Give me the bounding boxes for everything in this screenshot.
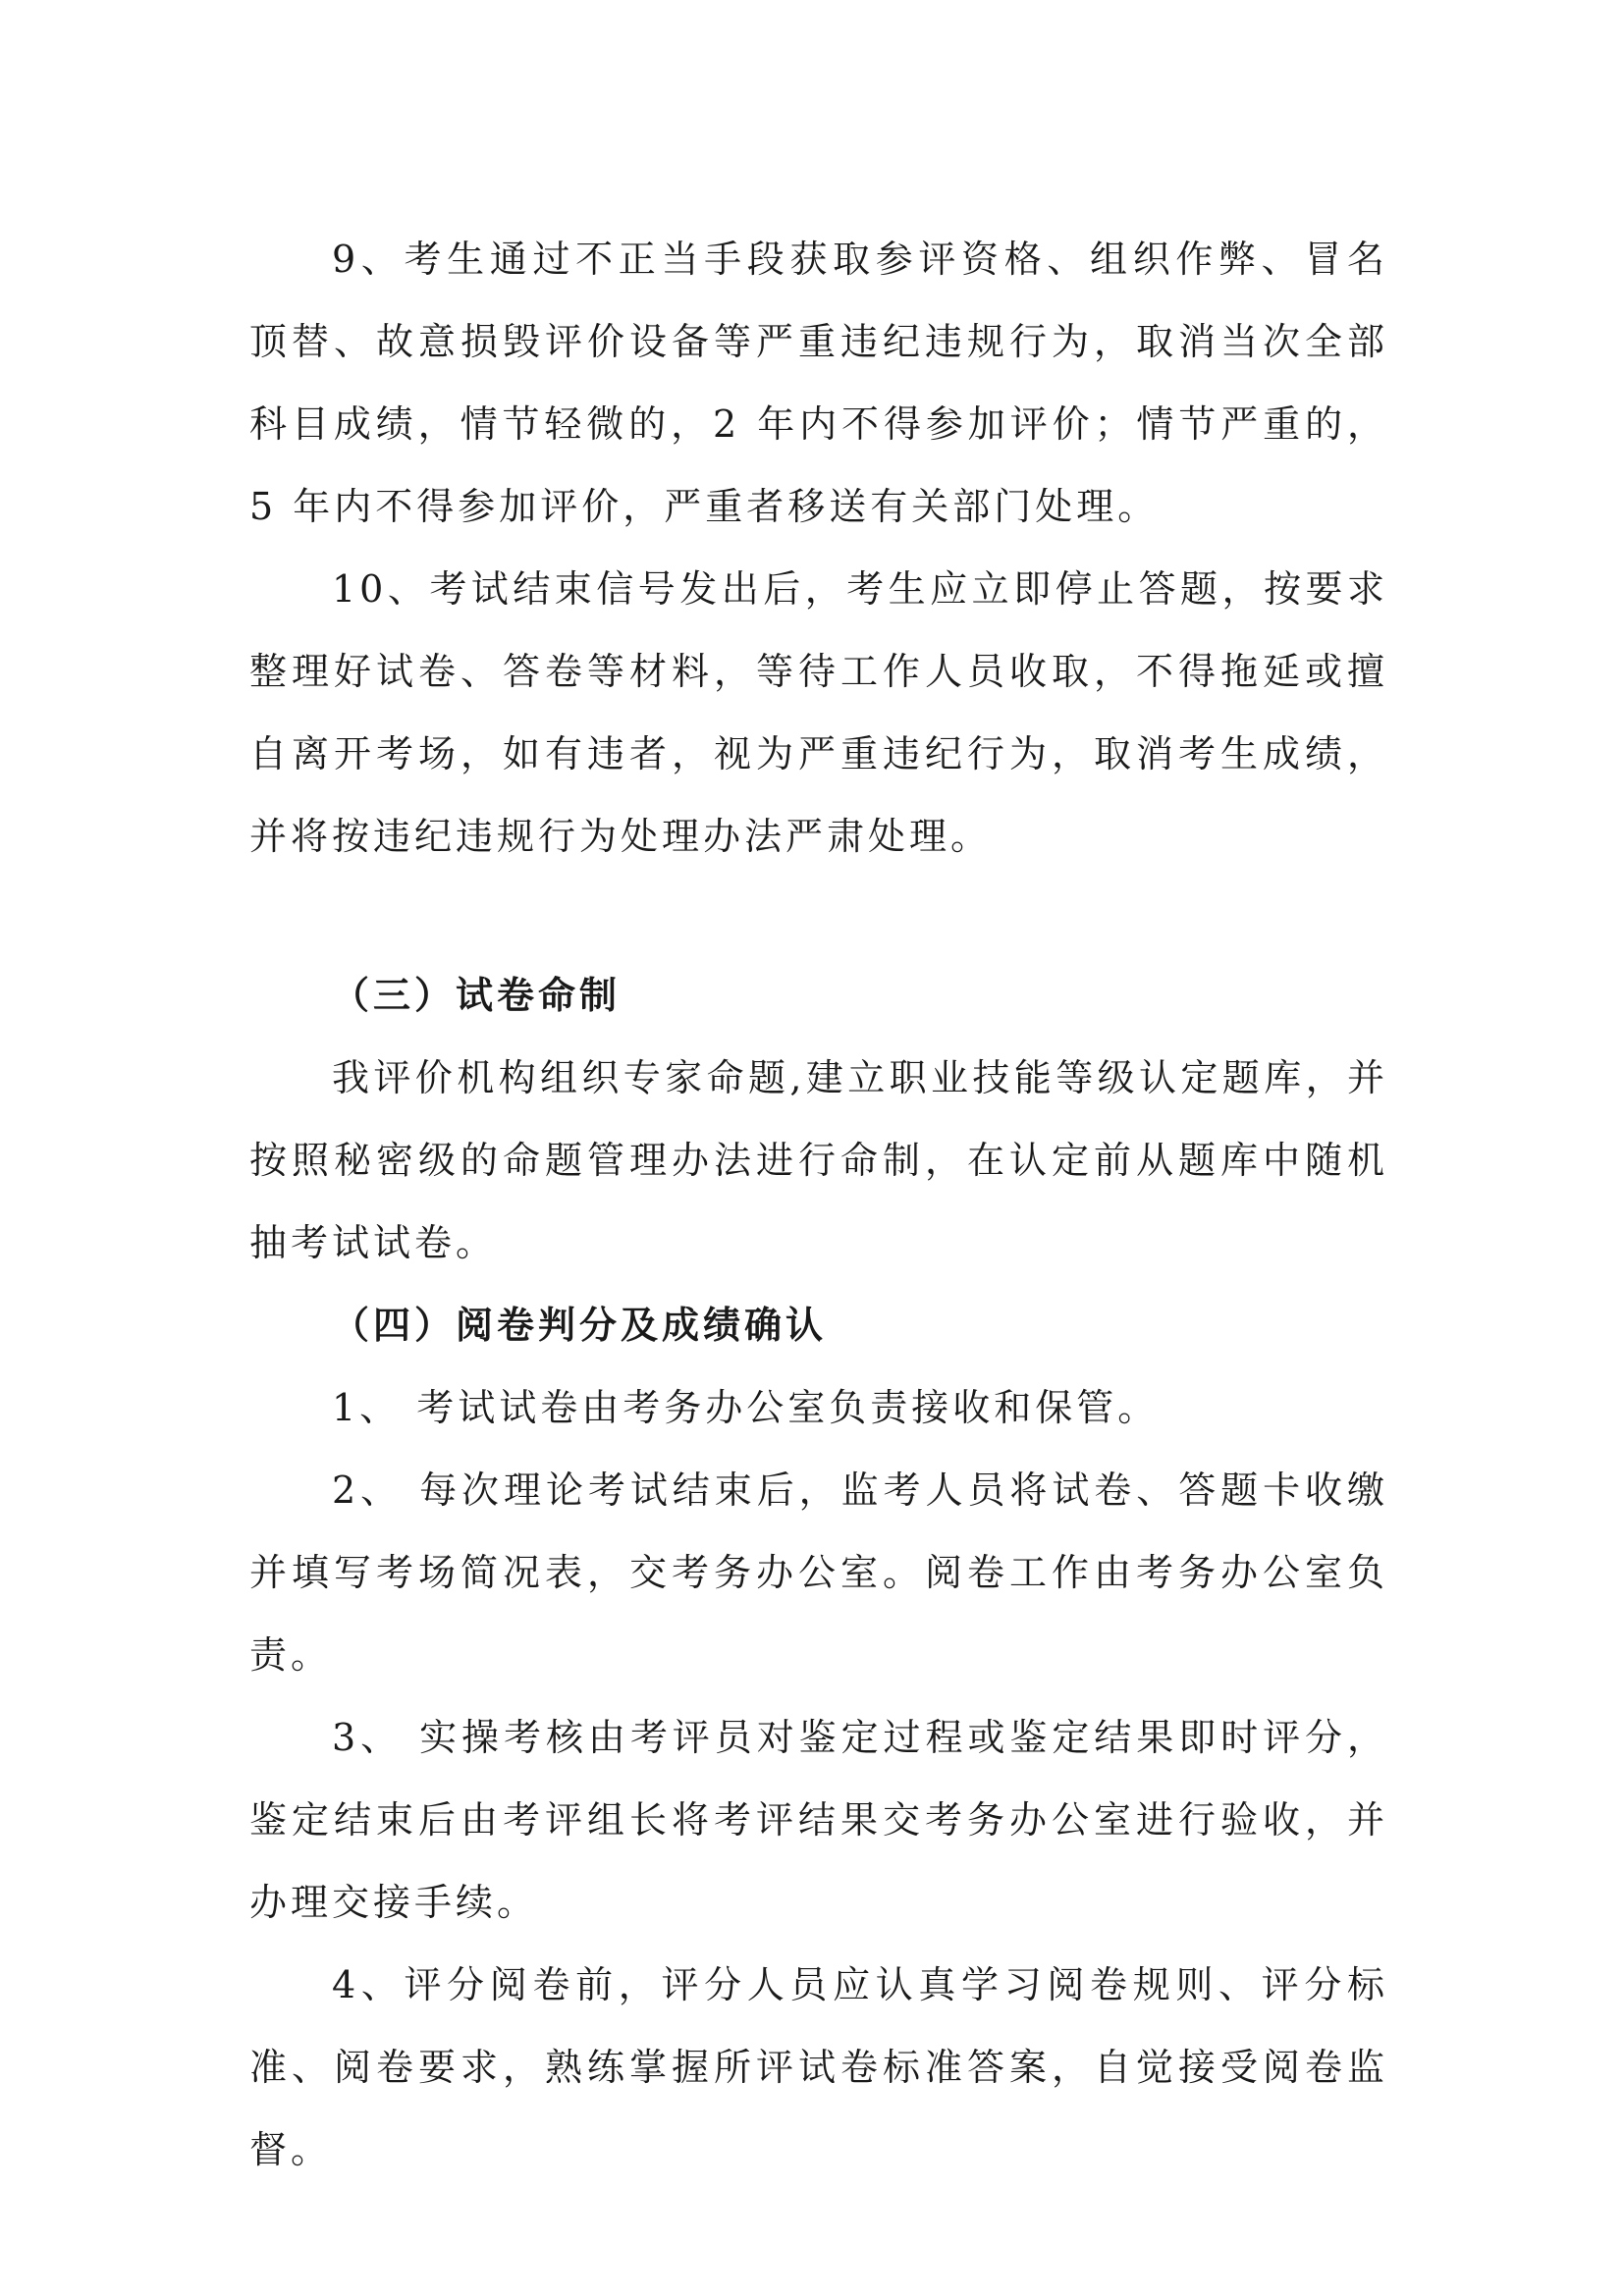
- document-body: [249, 218, 1388, 2191]
- heading-grading-and-confirmation: （四）阅卷判分及成绩确认: [332, 1304, 828, 1347]
- list-item-3: 3、 实操考核由考评员对鉴定过程或鉴定结果即时评分，鉴定结束后由考评组长将考评结果交考务办公室进行验收，并办理交接手续。: [249, 1716, 1388, 1924]
- paragraph-rule-9: 9、考生通过不正当手段获取参评资格、组织作弊、冒名顶替、故意损毁评价设备等严重违纪违规行为，取消当次全部科目成绩，情节轻微的，2 年内不得参加评价；情节严重的，5 年内不得参加评价，严重者移送有关部门处理。: [249, 238, 1388, 528]
- list-item-4: 4、评分阅卷前，评分人员应认真学习阅卷规则、评分标准、阅卷要求，熟练掌握所评试卷标准答案，自觉接受阅卷监督。: [249, 1963, 1388, 2171]
- paragraph-rule-10: 10、考试结束信号发出后，考生应立即停止答题，按要求整理好试卷、答卷等材料，等待工作人员收取，不得拖延或擅自离开考场，如有违者，视为严重违纪行为，取消考生成绩，并将按违纪违规行为处理办法严肃处理。: [249, 567, 1388, 858]
- heading-exam-paper-creation: （三）试卷命制: [332, 974, 622, 1017]
- section-spacer: [249, 878, 1388, 954]
- paragraph-exam-paper-creation: 我评价机构组织专家命题,建立职业技能等级认定题库，并按照秘密级的命题管理办法进行命制，在认定前从题库中随机抽考试试卷。: [249, 1056, 1388, 1264]
- list-item-2: 2、 每次理论考试结束后，监考人员将试卷、答题卡收缴并填写考场简况表，交考务办公室。阅卷工作由考务办公室负责。: [249, 1468, 1388, 1677]
- list-item-1: 1、 考试试卷由考务办公室负责接收和保管。: [332, 1386, 1160, 1429]
